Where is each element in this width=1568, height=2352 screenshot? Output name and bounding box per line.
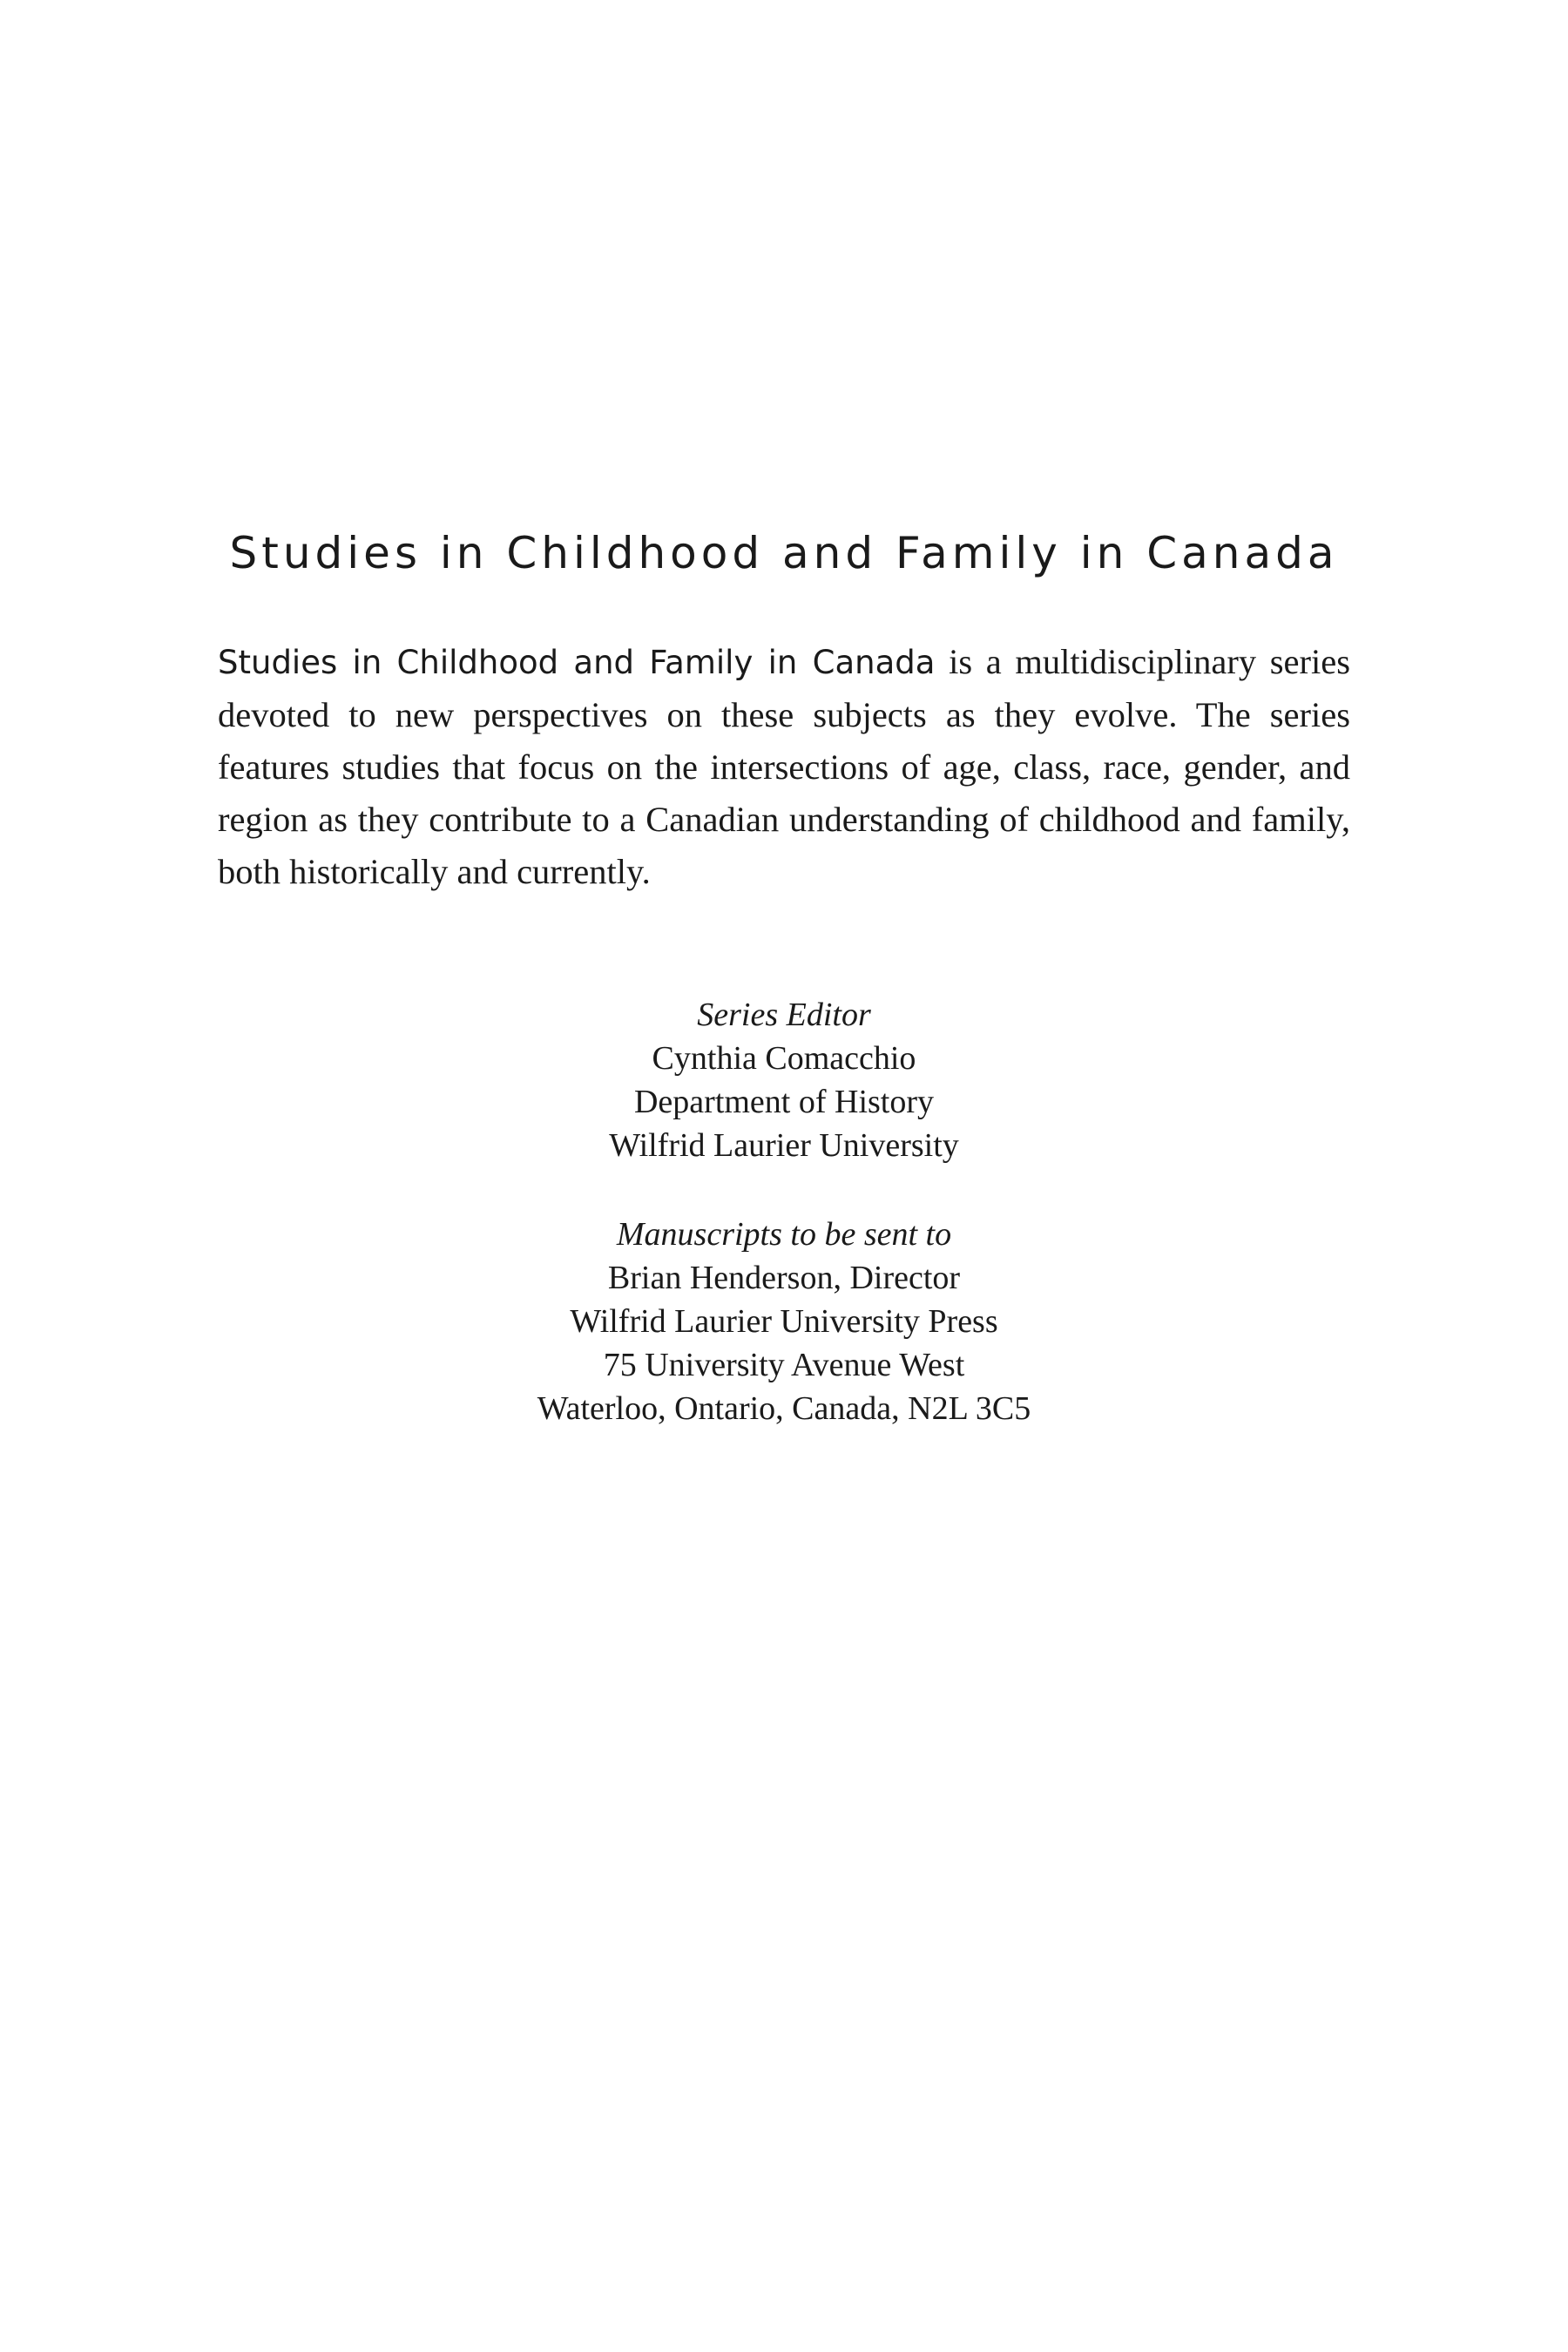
- series-title: Studies in Childhood and Family in Canada: [229, 528, 1339, 578]
- series-description: [218, 636, 1350, 898]
- inline-series-name: Studies in Childhood and Family in Canada: [218, 644, 936, 681]
- series-editor-institution: Wilfrid Laurier University: [609, 1127, 959, 1164]
- manuscripts-label: Manuscripts to be sent to: [616, 1216, 952, 1253]
- manuscripts-street: 75 University Avenue West: [603, 1347, 965, 1383]
- series-editor-label: Series Editor: [697, 997, 871, 1033]
- series-editor-name: Cynthia Comacchio: [652, 1040, 916, 1077]
- credits-spacer: [0, 1167, 1568, 1213]
- series-editor-department: Department of History: [633, 1084, 935, 1120]
- manuscripts-contact-name: Brian Henderson, Director: [607, 1260, 961, 1296]
- description-text: is a multidisciplinary series devoted to new perspectives on these subjects as they evolve. The series features studies that focus on the intersections of age, class, race, gender, and region as they contribute to a Canadian understanding of childhood and family, both historically and currently.: [218, 642, 1351, 891]
- credits-block: [0, 993, 1568, 1430]
- manuscripts-press: Wilfrid Laurier University Press: [570, 1303, 998, 1340]
- manuscripts-city: Waterloo, Ontario, Canada, N2L 3C5: [537, 1390, 1031, 1427]
